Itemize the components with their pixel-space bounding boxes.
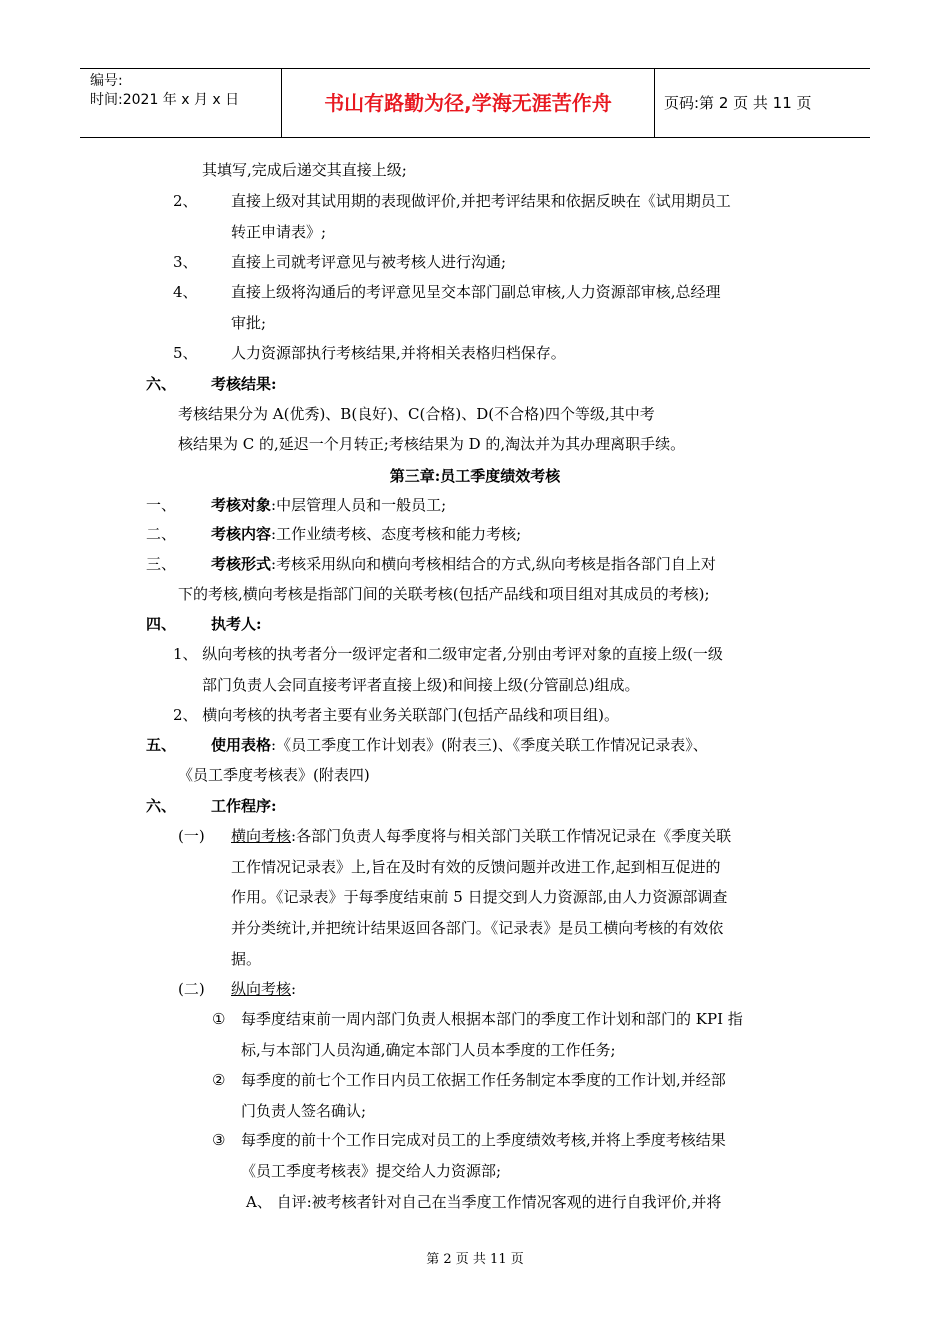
subsection-label: (一)	[178, 827, 205, 845]
list-number: 2、	[173, 192, 198, 210]
section-heading: 考核结果:	[211, 375, 277, 393]
body-line: 并分类统计,并把统计结果返回各部门。《记录表》是员工横向考核的有效依	[231, 919, 724, 937]
section-heading: 使用表格	[211, 736, 272, 754]
subsection-label: (二)	[178, 980, 205, 998]
list-number: ①	[212, 1010, 226, 1028]
body-line: 每季度的前十个工作日完成对员工的上季度绩效考核,并将上季度考核结果	[241, 1131, 726, 1149]
body-line: 核结果为 C 的,延迟一个月转正;考核结果为 D 的,淘汰并为其办理离职手续。	[178, 435, 686, 453]
subsection-text: :各部门负责人每季度将与相关部门关联工作情况记录在《季度关联	[291, 827, 732, 845]
section-heading: 考核对象	[211, 496, 272, 514]
body-line: 直接上级对其试用期的表现做评价,并把考评结果和依据反映在《试用期员工	[231, 192, 731, 210]
list-number: 3、	[173, 253, 198, 271]
body-line: 2、 横向考核的执考者主要有业务关联部门(包括产品线和项目组)。	[173, 706, 620, 724]
subsection-text: :	[291, 980, 297, 998]
body-line: 每季度的前七个工作日内员工依据工作任务制定本季度的工作计划,并经部	[241, 1071, 726, 1089]
subsection-line	[231, 979, 296, 999]
body-line: 《员工季度考核表》(附表四)	[178, 766, 370, 784]
section-text: :中层管理人员和一般员工;	[271, 496, 447, 514]
body-line: A、 自评:被考核者针对自己在当季度工作情况客观的进行自我评价,并将	[246, 1193, 722, 1211]
section-heading: 考核形式	[211, 555, 272, 573]
body-line: 审批;	[231, 314, 267, 332]
list-number: ③	[212, 1131, 226, 1149]
body-line: 《员工季度考核表》提交给人力资源部;	[241, 1162, 502, 1180]
subsection-line	[231, 826, 731, 846]
body-line: 门负责人签名确认;	[241, 1102, 367, 1120]
list-number: ②	[212, 1071, 226, 1089]
body-line: 其填写,完成后递交其直接上级;	[202, 161, 407, 179]
section-heading: 执考人:	[211, 615, 262, 633]
section-heading: 工作程序:	[211, 797, 277, 815]
subsection-heading: 横向考核	[231, 827, 292, 845]
body-line: 考核结果分为 A(优秀)、B(良好)、C(合格)、D(不合格)四个等级,其中考	[178, 405, 655, 423]
body-line: 转正申请表》;	[231, 223, 327, 241]
body-line: 1、 纵向考核的执考者分一级评定者和二级审定者,分别由考评对象的直接上级(一级	[173, 645, 723, 663]
body-line: 直接上级将沟通后的考评意见呈交本部门副总审核,人力资源部审核,总经理	[231, 283, 721, 301]
chapter-title: 第三章:员工季度绩效考核	[389, 467, 561, 485]
section-line	[211, 554, 716, 574]
body-line: 直接上司就考评意见与被考核人进行沟通;	[231, 253, 507, 271]
page-header	[80, 68, 870, 138]
body-line: 据。	[231, 950, 262, 968]
page-footer: 第 2 页 共 11 页	[426, 1252, 524, 1267]
section-number: 六、	[146, 375, 177, 393]
body-line: 下的考核,横向考核是指部门间的关联考核(包括产品线和项目组对其成员的考核);	[178, 585, 710, 603]
doc-number-label: 编号:	[90, 73, 123, 89]
list-number: 4、	[173, 283, 198, 301]
body-line: 工作情况记录表》上,旨在及时有效的反馈问题并改进工作,起到相互促进的	[231, 858, 721, 876]
body-line: 每季度结束前一周内部门负责人根据本部门的季度工作计划和部门的 KPI 指	[241, 1010, 743, 1028]
subsection-heading: 纵向考核	[231, 980, 292, 998]
header-page-info: 页码:第 2 页 共 11 页	[664, 94, 812, 112]
body-line: 人力资源部执行考核结果,并将相关表格归档保存。	[231, 344, 566, 362]
section-text: :工作业绩考核、态度考核和能力考核;	[271, 525, 522, 543]
header-motto: 书山有路勤为径,学海无涯苦作舟	[282, 69, 655, 137]
section-number: 四、	[146, 615, 177, 633]
body-line: 部门负责人会同直接考评者直接上级)和间接上级(分管副总)组成。	[202, 676, 640, 694]
section-number: 三、	[146, 555, 177, 573]
section-number: 二、	[146, 525, 177, 543]
section-text: :《员工季度工作计划表》(附表三)、《季度关联工作情况记录表》、	[271, 736, 708, 754]
section-number: 一、	[146, 496, 177, 514]
section-line	[211, 495, 446, 515]
section-heading: 考核内容	[211, 525, 272, 543]
section-line	[211, 524, 521, 544]
section-line	[211, 735, 708, 755]
list-number: 5、	[173, 344, 198, 362]
section-number: 六、	[146, 797, 177, 815]
body-line: 作用。《记录表》于每季度结束前 5 日提交到人力资源部,由人力资源部调查	[231, 888, 728, 906]
section-text: :考核采用纵向和横向考核相结合的方式,纵向考核是指各部门自上对	[271, 555, 716, 573]
doc-time-label: 时间:2021 年 x 月 x 日	[90, 92, 240, 108]
body-line: 标,与本部门人员沟通,确定本部门人员本季度的工作任务;	[241, 1041, 616, 1059]
section-number: 五、	[146, 736, 177, 754]
header-info-cell	[80, 69, 282, 137]
